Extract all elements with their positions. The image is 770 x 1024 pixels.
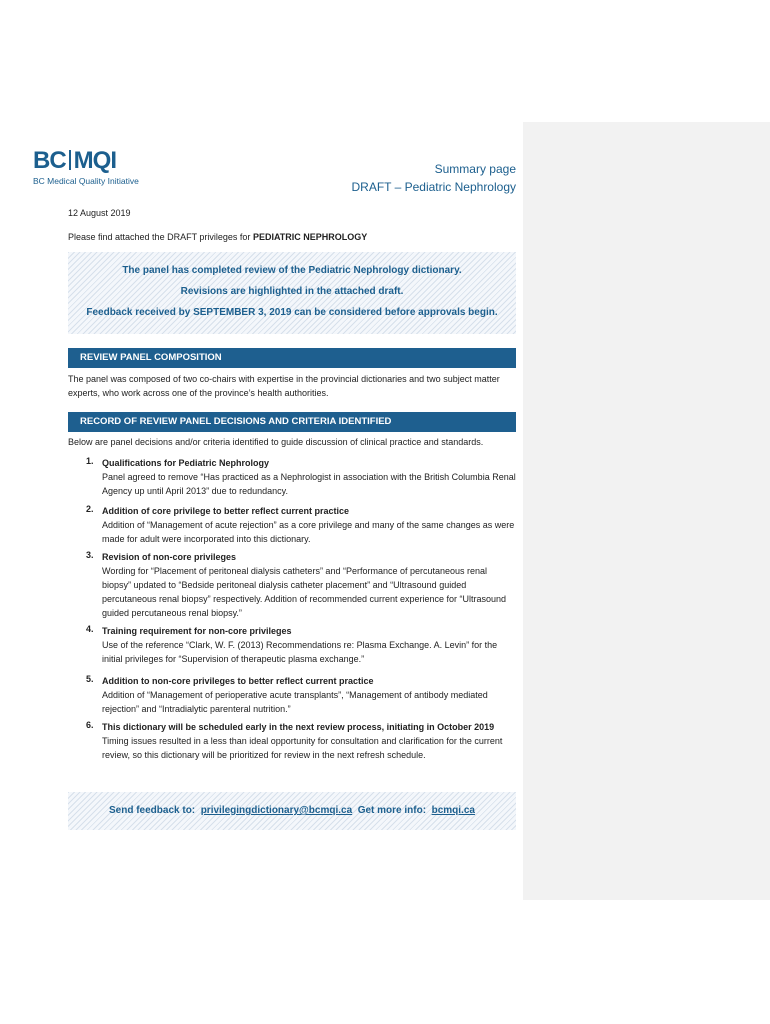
send-feedback-label: Send feedback to: (109, 805, 196, 816)
item-body: Timing issues resulted in a less than ideal opportunity for consultation and clarification for the current review, so this dictionary will be prioritized for review in the next refresh schedule. (102, 736, 503, 760)
item-number: 3. (86, 550, 94, 560)
item-number: 1. (86, 456, 94, 466)
summary-title: Summary page (434, 162, 516, 176)
list-item (86, 504, 518, 546)
list-item (86, 720, 518, 762)
list-item (86, 674, 518, 716)
intro-text: Please find attached the DRAFT privileges for (68, 232, 253, 242)
logo-mark-left: BC (33, 147, 66, 174)
item-title: Revision of non-core privileges (102, 552, 237, 562)
notice-line-1: The panel has completed review of the Pediatric Nephrology dictionary. (122, 265, 462, 276)
more-info-label: Get more info: (357, 805, 427, 816)
item-number: 2. (86, 504, 94, 514)
item-title: Qualifications for Pediatric Nephrology (102, 458, 270, 468)
section-header-composition: REVIEW PANEL COMPOSITION (68, 348, 516, 368)
page-header (351, 160, 516, 196)
feedback-email-link[interactable]: privilegingdictionary@bcmqi.ca (200, 805, 353, 816)
record-intro-text: Below are panel decisions and/or criteria identified to guide discussion of clinical practice and standards. (68, 437, 484, 447)
website-link[interactable]: bcmqi.ca (431, 805, 475, 816)
logo-tagline: BC Medical Quality Initiative (33, 176, 139, 186)
item-body: Addition of “Management of acute rejection” as a core privilege and many of the same changes as were made for adult were incorporated into this dictionary. (102, 520, 515, 544)
item-body: Addition of “Management of perioperative acute transplants”, “Management of antibody mediated rejection” and “Intradialytic parenteral nutrition.” (102, 690, 488, 714)
draft-title: DRAFT – Pediatric Nephrology (351, 180, 516, 194)
list-item (86, 550, 518, 620)
notice-box (68, 252, 516, 334)
composition-text: The panel was composed of two co-chairs with expertise in the provincial dictionaries and two subject matter experts, who work across one of the province’s health authorities. (68, 374, 500, 398)
comment-pane (523, 122, 770, 900)
logo-mark (33, 148, 116, 174)
bcmqi-logo (33, 148, 148, 188)
item-body: Wording for “Placement of peritoneal dialysis catheters” and “Performance of percutaneous renal biopsy” updated to “Bedside peritoneal dialysis catheter placement” and “Ultrasound guided percutaneous renal biopsy” respectively. Addition of recommended current experience for “Ultrasound guided percutaneous renal biopsy.” (102, 566, 507, 618)
item-title: Training requirement for non-core privileges (102, 626, 292, 636)
item-title: Addition to non-core privileges to better reflect current practice (102, 676, 374, 686)
section-header-record: RECORD OF REVIEW PANEL DECISIONS AND CRITERIA IDENTIFIED (68, 412, 516, 432)
notice-line-2: Revisions are highlighted in the attached draft. (180, 286, 404, 297)
item-body: Panel agreed to remove “Has practiced as a Nephrologist in association with the British Columbia Renal Agency up until April 2013” due to redundancy. (102, 472, 516, 496)
item-body: Use of the reference “Clark, W. F. (2013) Recommendations re: Plasma Exchange. A. Levin” for the initial privileges for “Supervision of therapeutic plasma exchange.” (102, 640, 498, 664)
list-item (86, 624, 518, 666)
intro-line (68, 232, 367, 242)
logo-divider (69, 150, 71, 170)
logo-mark-right: MQI (73, 147, 116, 174)
document-date: 12 August 2019 (68, 208, 131, 218)
feedback-box (68, 792, 516, 830)
item-number: 6. (86, 720, 94, 730)
list-item (86, 456, 518, 498)
item-number: 4. (86, 624, 94, 634)
item-number: 5. (86, 674, 94, 684)
item-title: Addition of core privilege to better reflect current practice (102, 506, 350, 516)
notice-line-3: Feedback received by SEPTEMBER 3, 2019 can be considered before approvals begin. (86, 307, 498, 318)
intro-specialty: PEDIATRIC NEPHROLOGY (252, 232, 368, 242)
item-title: This dictionary will be scheduled early in the next review process, initiating in October 2019 (102, 722, 495, 732)
